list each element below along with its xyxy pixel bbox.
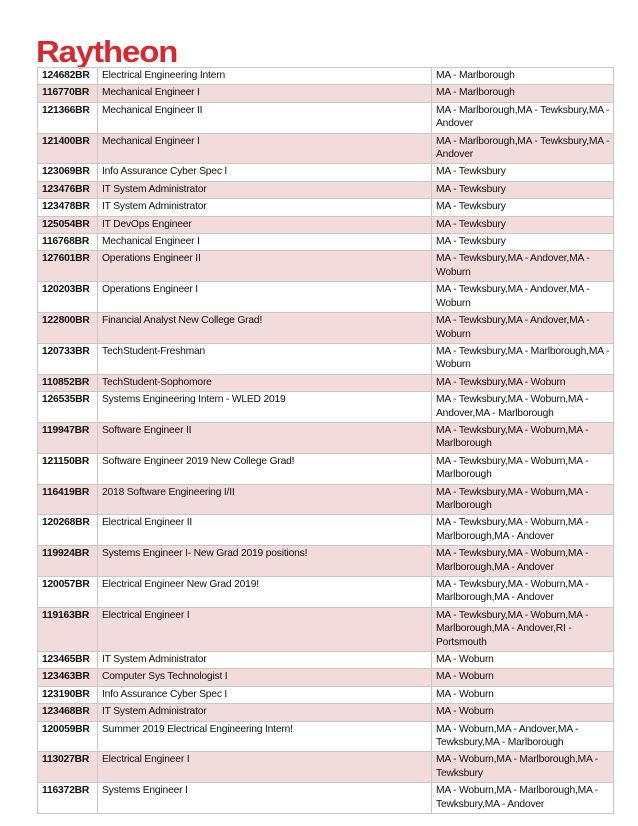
job-id-cell: 119947BR	[38, 422, 98, 453]
job-location-cell: MA - Woburn,MA - Marlborough,MA - Tewksbury	[432, 752, 614, 783]
job-id-cell: 123069BR	[38, 164, 98, 181]
job-location-cell: MA - Tewksbury,MA - Woburn,MA - Marlborough	[432, 484, 614, 515]
job-title-cell: Electrical Engineer New Grad 2019!	[98, 577, 432, 608]
job-row	[38, 216, 614, 233]
job-row	[38, 343, 614, 374]
job-title-cell: Financial Analyst New College Grad!	[98, 313, 432, 344]
job-title-cell: Info Assurance Cyber Spec I	[98, 164, 432, 181]
job-row	[38, 484, 614, 515]
job-row	[38, 704, 614, 721]
job-id-cell: 123465BR	[38, 652, 98, 669]
job-location-cell: MA - Marlborough,MA - Tewksbury,MA - Andover	[432, 133, 614, 164]
job-title-cell: Electrical Engineering Intern	[98, 68, 432, 85]
job-title-cell: Electrical Engineer I	[98, 607, 432, 651]
job-row	[38, 752, 614, 783]
job-row	[38, 721, 614, 752]
job-location-cell: MA - Tewksbury	[432, 199, 614, 216]
job-title-cell: Summer 2019 Electrical Engineering Intern!	[98, 721, 432, 752]
job-row	[38, 669, 614, 686]
job-location-cell: MA - Tewksbury	[432, 216, 614, 233]
job-title-cell: TechStudent-Sophomore	[98, 374, 432, 391]
job-location-cell: MA - Woburn,MA - Andover,MA - Tewksbury,MA - Marlborough	[432, 721, 614, 752]
job-id-cell: 116770BR	[38, 85, 98, 102]
job-title-cell: IT System Administrator	[98, 199, 432, 216]
job-id-cell: 116372BR	[38, 783, 98, 814]
job-row	[38, 181, 614, 198]
job-title-cell: Electrical Engineer II	[98, 515, 432, 546]
job-id-cell: 123476BR	[38, 181, 98, 198]
job-title-cell: Software Engineer 2019 New College Grad!	[98, 453, 432, 484]
job-id-cell: 120057BR	[38, 577, 98, 608]
job-row	[38, 251, 614, 282]
job-row	[38, 102, 614, 133]
job-id-cell: 125054BR	[38, 216, 98, 233]
job-id-cell: 122800BR	[38, 313, 98, 344]
job-location-cell: MA - Woburn,MA - Marlborough,MA - Tewksbury,MA - Andover	[432, 783, 614, 814]
job-row	[38, 199, 614, 216]
job-location-cell: MA - Tewksbury,MA - Woburn,MA - Marlborough,MA - Andover	[432, 577, 614, 608]
job-row	[38, 164, 614, 181]
job-location-cell: MA - Tewksbury,MA - Woburn,MA - Andover,MA - Marlborough	[432, 392, 614, 423]
job-location-cell: MA - Tewksbury,MA - Woburn	[432, 374, 614, 391]
job-id-cell: 113027BR	[38, 752, 98, 783]
job-title-cell: Mechanical Engineer II	[98, 102, 432, 133]
job-id-cell: 127601BR	[38, 251, 98, 282]
job-id-cell: 116768BR	[38, 234, 98, 251]
job-location-cell: MA - Tewksbury,MA - Andover,MA - Woburn	[432, 282, 614, 313]
job-location-cell: MA - Tewksbury	[432, 181, 614, 198]
job-row	[38, 133, 614, 164]
job-location-cell: MA - Woburn	[432, 669, 614, 686]
job-title-cell: IT System Administrator	[98, 704, 432, 721]
job-id-cell: 120059BR	[38, 721, 98, 752]
job-id-cell: 120268BR	[38, 515, 98, 546]
job-row	[38, 422, 614, 453]
job-title-cell: Mechanical Engineer I	[98, 133, 432, 164]
job-location-cell: MA - Marlborough	[432, 85, 614, 102]
job-row	[38, 374, 614, 391]
job-row	[38, 515, 614, 546]
job-title-cell: Mechanical Engineer I	[98, 234, 432, 251]
job-location-cell: MA - Tewksbury	[432, 164, 614, 181]
job-row	[38, 783, 614, 814]
job-location-cell: MA - Tewksbury,MA - Woburn,MA - Marlborough,MA - Andover	[432, 515, 614, 546]
job-location-cell: MA - Woburn	[432, 704, 614, 721]
job-location-cell: MA - Woburn	[432, 652, 614, 669]
job-title-cell: Computer Sys Technologist I	[98, 669, 432, 686]
job-title-cell: Operations Engineer I	[98, 282, 432, 313]
job-title-cell: TechStudent-Freshman	[98, 343, 432, 374]
job-location-cell: MA - Tewksbury	[432, 234, 614, 251]
job-row	[38, 607, 614, 651]
raytheon-logo: Raytheon	[36, 34, 178, 69]
job-location-cell: MA - Tewksbury,MA - Woburn,MA - Marlborough,MA - Andover	[432, 546, 614, 577]
job-row	[38, 686, 614, 703]
job-id-cell: 121150BR	[38, 453, 98, 484]
job-row	[38, 577, 614, 608]
job-location-cell: MA - Tewksbury,MA - Woburn,MA - Marlborough,MA - Andover,RI - Portsmouth	[432, 607, 614, 651]
job-row	[38, 68, 614, 85]
job-row	[38, 453, 614, 484]
job-location-cell: MA - Tewksbury,MA - Woburn,MA - Marlborough	[432, 422, 614, 453]
job-location-cell: MA - Woburn	[432, 686, 614, 703]
job-id-cell: 121400BR	[38, 133, 98, 164]
job-title-cell: Operations Engineer II	[98, 251, 432, 282]
job-title-cell: Info Assurance Cyber Spec I	[98, 686, 432, 703]
job-id-cell: 123478BR	[38, 199, 98, 216]
job-id-cell: 124682BR	[38, 68, 98, 85]
job-title-cell: IT System Administrator	[98, 181, 432, 198]
job-row	[38, 392, 614, 423]
job-title-cell: Electrical Engineer I	[98, 752, 432, 783]
job-id-cell: 120733BR	[38, 343, 98, 374]
job-id-cell: 123468BR	[38, 704, 98, 721]
job-listings-table	[37, 67, 614, 814]
job-title-cell: Systems Engineer I- New Grad 2019 positions!	[98, 546, 432, 577]
job-location-cell: MA - Tewksbury,MA - Andover,MA - Woburn	[432, 251, 614, 282]
job-listings-body	[38, 68, 614, 814]
job-title-cell: IT System Administrator	[98, 652, 432, 669]
job-title-cell: Systems Engineering Intern - WLED 2019	[98, 392, 432, 423]
job-title-cell: Systems Engineer I	[98, 783, 432, 814]
job-title-cell: IT DevOps Engineer	[98, 216, 432, 233]
job-location-cell: MA - Tewksbury,MA - Andover,MA - Woburn	[432, 313, 614, 344]
job-row	[38, 282, 614, 313]
job-id-cell: 126535BR	[38, 392, 98, 423]
job-row	[38, 313, 614, 344]
job-title-cell: 2018 Software Engineering I/II	[98, 484, 432, 515]
job-title-cell: Mechanical Engineer I	[98, 85, 432, 102]
job-row	[38, 85, 614, 102]
job-row	[38, 546, 614, 577]
job-id-cell: 119163BR	[38, 607, 98, 651]
job-row	[38, 234, 614, 251]
job-location-cell: MA - Marlborough	[432, 68, 614, 85]
job-id-cell: 110852BR	[38, 374, 98, 391]
job-id-cell: 119924BR	[38, 546, 98, 577]
job-id-cell: 120203BR	[38, 282, 98, 313]
job-location-cell: MA - Tewksbury,MA - Marlborough,MA - Woburn	[432, 343, 614, 374]
job-location-cell: MA - Marlborough,MA - Tewksbury,MA - Andover	[432, 102, 614, 133]
job-id-cell: 121366BR	[38, 102, 98, 133]
job-location-cell: MA - Tewksbury,MA - Woburn,MA - Marlborough	[432, 453, 614, 484]
job-title-cell: Software Engineer II	[98, 422, 432, 453]
job-id-cell: 123190BR	[38, 686, 98, 703]
job-row	[38, 652, 614, 669]
job-id-cell: 123463BR	[38, 669, 98, 686]
job-id-cell: 116419BR	[38, 484, 98, 515]
